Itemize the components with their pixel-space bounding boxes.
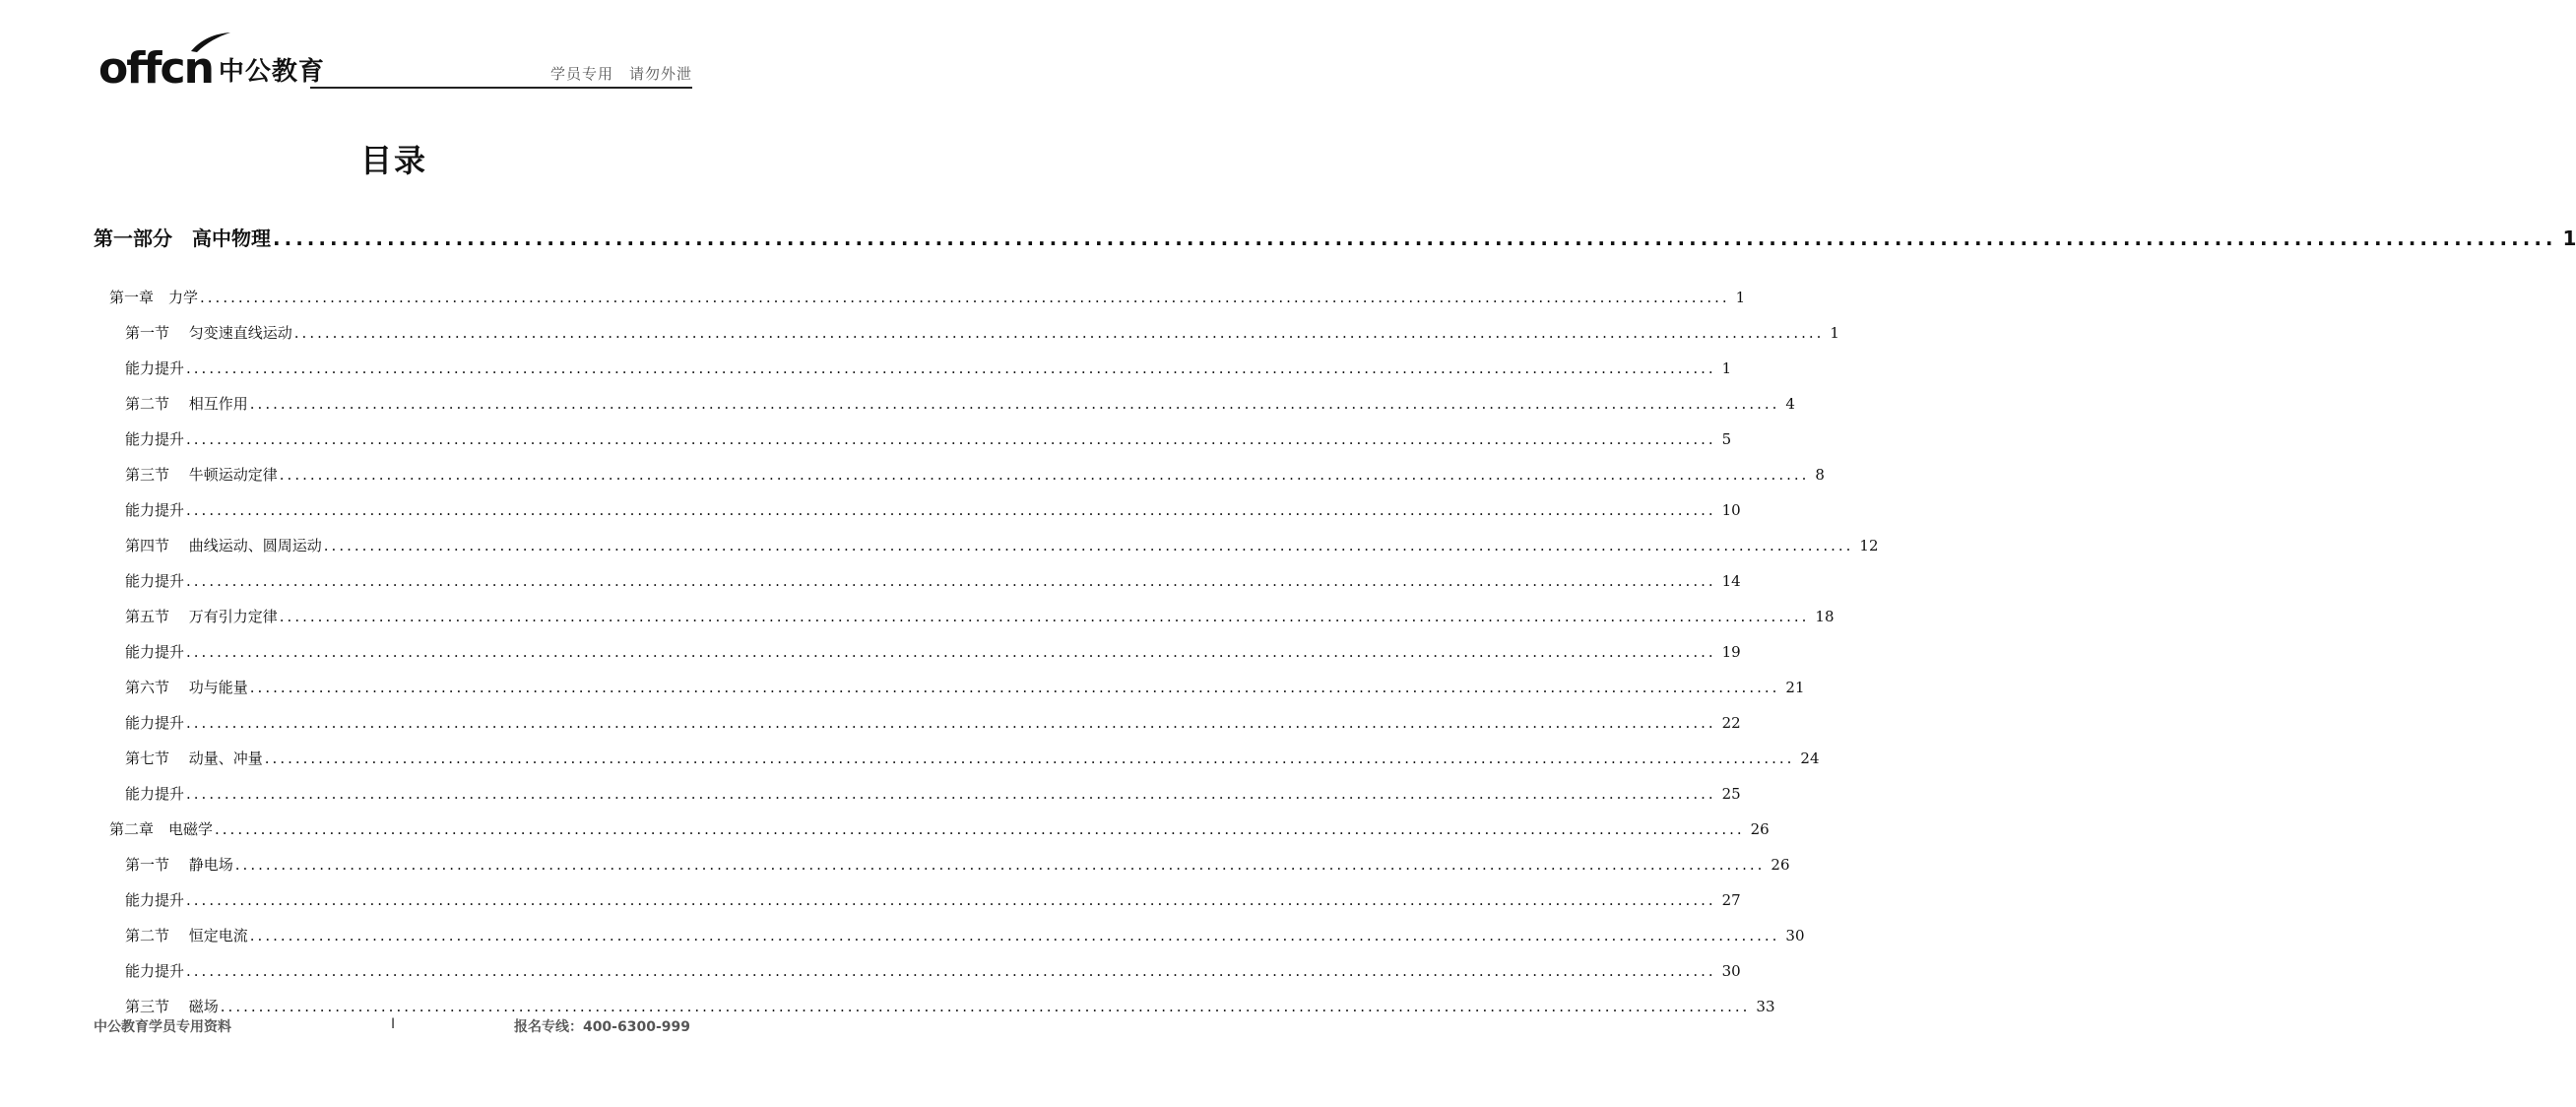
toc-entry-page: 14: [1721, 572, 1741, 590]
footer-left-text: 中公教育学员专用资料: [94, 1019, 231, 1035]
toc-entry-label: 第六节 功与能量: [125, 679, 248, 696]
toc-entry-section[interactable]: [94, 386, 1795, 422]
toc-entry-page: 5: [1721, 430, 1732, 448]
toc-entry-practice[interactable]: [94, 953, 1741, 989]
toc-entry-section[interactable]: [94, 315, 1839, 351]
toc-entry-section[interactable]: [94, 918, 1805, 953]
toc-entry-label: 能力提升: [125, 714, 185, 732]
toc-entry-practice[interactable]: [94, 351, 1732, 386]
toc-entry-practice[interactable]: [94, 422, 1732, 457]
toc-entry-label: 能力提升: [125, 643, 185, 661]
toc-dot-leader: ........................................................................................................................................................................................................: [186, 714, 1716, 732]
page-title: 目录: [359, 142, 427, 179]
toc-dot-leader: ........................................................................................................................................................................................................: [249, 927, 1780, 944]
toc-dot-leader: ........................................................................................................................................................................................................: [186, 891, 1716, 909]
toc-entry-label: 第二节 恒定电流: [125, 927, 248, 944]
toc-entry-label: 能力提升: [125, 962, 185, 980]
toc-dot-leader: ........................................................................................................................................................................................................: [186, 643, 1716, 661]
toc-dot-leader: ........................................................................................................................................................................................................: [279, 466, 1810, 484]
toc-dot-leader: ........................................................................................................................................................................................................: [186, 572, 1716, 590]
footer-page-number: I: [391, 1016, 396, 1032]
logo-swoosh-icon: [189, 32, 232, 53]
toc-entry-page: 4: [1785, 395, 1795, 413]
toc-entry-page: 8: [1815, 466, 1825, 484]
toc-entry-part[interactable]: [94, 223, 2576, 258]
toc-dot-leader: ........................................................................................................................................................................................................: [186, 785, 1716, 803]
toc-entry-page: 10: [1721, 501, 1741, 519]
toc-dot-leader: ........................................................................................................................................................................................................: [234, 856, 1766, 874]
toc-dot-leader: ........................................................................................................................................................................................................: [264, 749, 1795, 767]
toc-dot-leader: ........................................................................................................................................................................................................: [323, 537, 1854, 554]
header-note: [550, 63, 692, 84]
toc-entry-practice[interactable]: [94, 634, 1741, 670]
toc-entry-label: 第七节 动量、冲量: [125, 749, 263, 767]
toc-entry-label: 第一节 匀变速直线运动: [125, 324, 292, 342]
toc-dot-leader: ........................................................................................................................................................................................................: [186, 962, 1716, 980]
toc-entry-practice[interactable]: [94, 882, 1741, 918]
table-of-contents: [94, 223, 2576, 1024]
toc-entry-label: 第二节 相互作用: [125, 395, 248, 413]
toc-entry-label: 能力提升: [125, 501, 185, 519]
toc-entry-practice[interactable]: [94, 776, 1741, 812]
toc-entry-page: 12: [1859, 537, 1879, 554]
toc-dot-leader: ........................................................................................................................................................................................................: [186, 430, 1716, 448]
toc-entry-page: 26: [1771, 856, 1790, 874]
toc-entry-page: 22: [1721, 714, 1741, 732]
header-note-do-not-leak: 请勿外泄: [628, 65, 692, 83]
toc-entry-label: 第一章 力学: [109, 289, 199, 306]
toc-entry-page: 25: [1721, 785, 1741, 803]
toc-entry-label: 能力提升: [125, 572, 185, 590]
page-footer: [94, 1016, 694, 1040]
toc-dot-leader: ........................................................................................................................................................................................................: [273, 227, 2557, 250]
toc-entry-page: 30: [1721, 962, 1741, 980]
toc-entry-section[interactable]: [94, 670, 1805, 705]
toc-entry-label: 第三节 磁场: [125, 998, 219, 1015]
logo-wordmark: offcn: [98, 43, 213, 94]
toc-entry-page: 33: [1756, 998, 1775, 1015]
toc-dot-leader: ........................................................................................................................................................................................................: [249, 679, 1780, 696]
toc-entry-label: 第四节 曲线运动、圆周运动: [125, 537, 322, 554]
toc-entry-section[interactable]: [94, 599, 1835, 634]
page-header: [0, 0, 788, 108]
toc-entry-page: 1: [1830, 324, 1839, 342]
toc-dot-leader: ........................................................................................................................................................................................................: [249, 395, 1780, 413]
toc-entry-section[interactable]: [94, 528, 1879, 563]
toc-dot-leader: ........................................................................................................................................................................................................: [200, 289, 1730, 306]
toc-dot-leader: ........................................................................................................................................................................................................: [220, 998, 1751, 1015]
footer-hotline: 报名专线：400-6300-999: [513, 1019, 690, 1035]
header-note-students-only: 学员专用: [549, 65, 613, 83]
toc-entry-page: 19: [1721, 643, 1741, 661]
header-rule: [310, 87, 692, 89]
toc-entry-page: 1: [2562, 227, 2576, 250]
toc-dot-leader: ........................................................................................................................................................................................................: [279, 608, 1810, 625]
toc-entry-chapter[interactable]: [94, 812, 1770, 847]
toc-dot-leader: ........................................................................................................................................................................................................: [186, 359, 1716, 377]
toc-entry-practice[interactable]: [94, 492, 1741, 528]
toc-entry-label: 能力提升: [125, 430, 185, 448]
toc-dot-leader: ........................................................................................................................................................................................................: [215, 820, 1745, 838]
toc-entry-label: 第一节 静电场: [125, 856, 233, 874]
logo-chinese-name: 中公教育: [218, 57, 325, 87]
toc-dot-leader: ........................................................................................................................................................................................................: [293, 324, 1825, 342]
toc-entry-page: 21: [1785, 679, 1805, 696]
toc-entry-section[interactable]: [94, 847, 1790, 882]
toc-entry-section[interactable]: [94, 457, 1825, 492]
toc-entry-page: 30: [1785, 927, 1805, 944]
toc-entry-page: 18: [1815, 608, 1835, 625]
toc-entry-section[interactable]: [94, 741, 1820, 776]
toc-entry-page: 1: [1721, 359, 1732, 377]
toc-dot-leader: ........................................................................................................................................................................................................: [186, 501, 1716, 519]
toc-entry-label: 第二章 电磁学: [109, 820, 214, 838]
toc-entry-practice[interactable]: [94, 705, 1741, 741]
toc-entry-label: 能力提升: [125, 359, 185, 377]
toc-entry-chapter[interactable]: [94, 280, 1746, 315]
toc-entry-page: 27: [1721, 891, 1741, 909]
toc-entry-practice[interactable]: [94, 563, 1741, 599]
toc-entry-page: 24: [1800, 749, 1820, 767]
offcn-logo: [98, 39, 325, 94]
toc-entry-label: 第五节 万有引力定律: [125, 608, 278, 625]
toc-entry-label: 第一部分 高中物理: [94, 227, 271, 250]
toc-entry-page: 26: [1750, 820, 1770, 838]
toc-entry-label: 能力提升: [125, 891, 185, 909]
toc-entry-page: 1: [1735, 289, 1746, 306]
toc-entry-label: 第三节 牛顿运动定律: [125, 466, 278, 484]
toc-entry-label: 能力提升: [125, 785, 185, 803]
